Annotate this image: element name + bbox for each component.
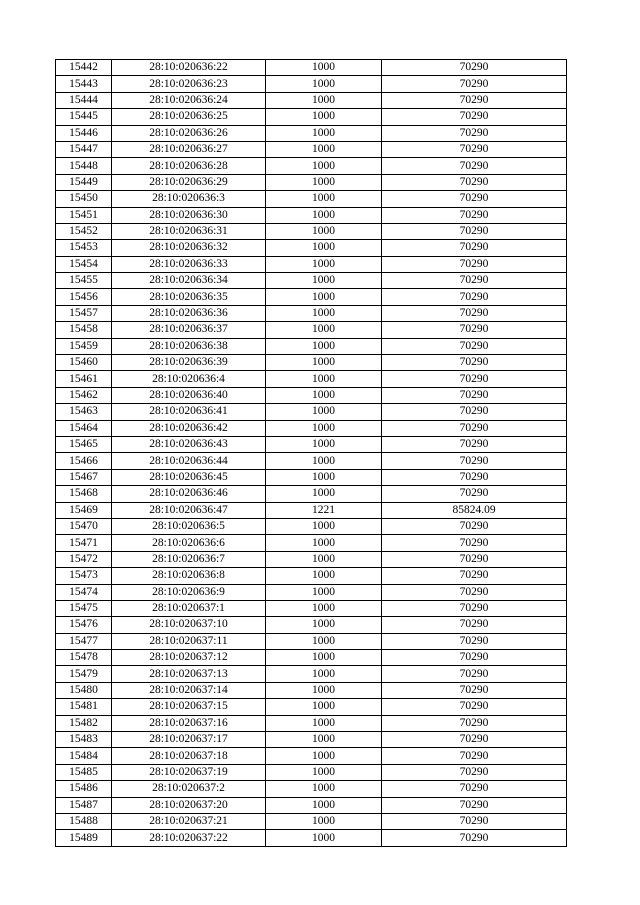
value-cell: 70290 bbox=[382, 92, 567, 108]
table-row bbox=[56, 748, 567, 764]
area-cell: 1000 bbox=[266, 355, 382, 371]
cadastral-number-cell: 28:10:020637:22 bbox=[112, 830, 266, 846]
row-number-cell: 15475 bbox=[56, 600, 112, 616]
table-row bbox=[56, 633, 567, 649]
area-cell: 1000 bbox=[266, 486, 382, 502]
area-cell: 1000 bbox=[266, 240, 382, 256]
cadastral-number-cell: 28:10:020636:23 bbox=[112, 76, 266, 92]
cadastral-number-cell: 28:10:020636:31 bbox=[112, 223, 266, 239]
area-cell: 1000 bbox=[266, 289, 382, 305]
value-cell: 70290 bbox=[382, 781, 567, 797]
cadastral-number-cell: 28:10:020636:22 bbox=[112, 60, 266, 76]
area-cell: 1000 bbox=[266, 732, 382, 748]
area-cell: 1000 bbox=[266, 109, 382, 125]
cadastral-number-cell: 28:10:020637:14 bbox=[112, 682, 266, 698]
cadastral-number-cell: 28:10:020636:8 bbox=[112, 568, 266, 584]
area-cell: 1000 bbox=[266, 830, 382, 846]
value-cell: 70290 bbox=[382, 338, 567, 354]
cadastral-number-cell: 28:10:020637:18 bbox=[112, 748, 266, 764]
cadastral-number-cell: 28:10:020637:10 bbox=[112, 617, 266, 633]
table-row bbox=[56, 125, 567, 141]
area-cell: 1000 bbox=[266, 699, 382, 715]
cadastral-number-cell: 28:10:020636:4 bbox=[112, 371, 266, 387]
row-number-cell: 15452 bbox=[56, 223, 112, 239]
value-cell: 70290 bbox=[382, 141, 567, 157]
value-cell: 70290 bbox=[382, 273, 567, 289]
table-row bbox=[56, 404, 567, 420]
row-number-cell: 15474 bbox=[56, 584, 112, 600]
value-cell: 70290 bbox=[382, 633, 567, 649]
table-row bbox=[56, 387, 567, 403]
area-cell: 1221 bbox=[266, 502, 382, 518]
row-number-cell: 15453 bbox=[56, 240, 112, 256]
table-row bbox=[56, 60, 567, 76]
table-row bbox=[56, 486, 567, 502]
cadastral-number-cell: 28:10:020636:40 bbox=[112, 387, 266, 403]
value-cell: 70290 bbox=[382, 535, 567, 551]
cadastral-number-cell: 28:10:020637:15 bbox=[112, 699, 266, 715]
value-cell: 70290 bbox=[382, 469, 567, 485]
area-cell: 1000 bbox=[266, 469, 382, 485]
cadastral-number-cell: 28:10:020637:16 bbox=[112, 715, 266, 731]
area-cell: 1000 bbox=[266, 60, 382, 76]
cadastral-number-cell: 28:10:020636:7 bbox=[112, 551, 266, 567]
value-cell: 70290 bbox=[382, 289, 567, 305]
row-number-cell: 15483 bbox=[56, 732, 112, 748]
cadastral-number-cell: 28:10:020636:39 bbox=[112, 355, 266, 371]
value-cell: 70290 bbox=[382, 568, 567, 584]
row-number-cell: 15467 bbox=[56, 469, 112, 485]
value-cell: 70290 bbox=[382, 813, 567, 829]
row-number-cell: 15469 bbox=[56, 502, 112, 518]
table-row bbox=[56, 469, 567, 485]
area-cell: 1000 bbox=[266, 797, 382, 813]
row-number-cell: 15464 bbox=[56, 420, 112, 436]
cadastral-number-cell: 28:10:020637:11 bbox=[112, 633, 266, 649]
table-row bbox=[56, 141, 567, 157]
area-cell: 1000 bbox=[266, 781, 382, 797]
row-number-cell: 15446 bbox=[56, 125, 112, 141]
table-row bbox=[56, 207, 567, 223]
area-cell: 1000 bbox=[266, 682, 382, 698]
row-number-cell: 15456 bbox=[56, 289, 112, 305]
table-row bbox=[56, 289, 567, 305]
table-row bbox=[56, 305, 567, 321]
area-cell: 1000 bbox=[266, 256, 382, 272]
cadastral-number-cell: 28:10:020636:28 bbox=[112, 158, 266, 174]
cadastral-number-cell: 28:10:020636:42 bbox=[112, 420, 266, 436]
row-number-cell: 15487 bbox=[56, 797, 112, 813]
value-cell: 70290 bbox=[382, 240, 567, 256]
row-number-cell: 15449 bbox=[56, 174, 112, 190]
cadastral-number-cell: 28:10:020636:5 bbox=[112, 518, 266, 534]
cadastral-number-cell: 28:10:020636:29 bbox=[112, 174, 266, 190]
area-cell: 1000 bbox=[266, 92, 382, 108]
row-number-cell: 15462 bbox=[56, 387, 112, 403]
row-number-cell: 15457 bbox=[56, 305, 112, 321]
value-cell: 70290 bbox=[382, 256, 567, 272]
row-number-cell: 15459 bbox=[56, 338, 112, 354]
table-row bbox=[56, 338, 567, 354]
cadastral-number-cell: 28:10:020636:3 bbox=[112, 191, 266, 207]
row-number-cell: 15463 bbox=[56, 404, 112, 420]
cadastral-number-cell: 28:10:020637:1 bbox=[112, 600, 266, 616]
value-cell: 70290 bbox=[382, 650, 567, 666]
value-cell: 70290 bbox=[382, 797, 567, 813]
row-number-cell: 15476 bbox=[56, 617, 112, 633]
cadastral-number-cell: 28:10:020637:17 bbox=[112, 732, 266, 748]
area-cell: 1000 bbox=[266, 174, 382, 190]
area-cell: 1000 bbox=[266, 633, 382, 649]
value-cell: 70290 bbox=[382, 732, 567, 748]
value-cell: 70290 bbox=[382, 322, 567, 338]
value-cell: 70290 bbox=[382, 453, 567, 469]
cadastral-number-cell: 28:10:020636:30 bbox=[112, 207, 266, 223]
value-cell: 70290 bbox=[382, 404, 567, 420]
value-cell: 70290 bbox=[382, 158, 567, 174]
area-cell: 1000 bbox=[266, 584, 382, 600]
row-number-cell: 15482 bbox=[56, 715, 112, 731]
cadastral-number-cell: 28:10:020636:25 bbox=[112, 109, 266, 125]
row-number-cell: 15485 bbox=[56, 764, 112, 780]
cadastral-number-cell: 28:10:020636:46 bbox=[112, 486, 266, 502]
row-number-cell: 15450 bbox=[56, 191, 112, 207]
table-row bbox=[56, 518, 567, 534]
row-number-cell: 15479 bbox=[56, 666, 112, 682]
cadastral-number-cell: 28:10:020637:19 bbox=[112, 764, 266, 780]
row-number-cell: 15481 bbox=[56, 699, 112, 715]
value-cell: 70290 bbox=[382, 223, 567, 239]
area-cell: 1000 bbox=[266, 387, 382, 403]
table-row bbox=[56, 797, 567, 813]
area-cell: 1000 bbox=[266, 535, 382, 551]
table-row bbox=[56, 502, 567, 518]
value-cell: 70290 bbox=[382, 682, 567, 698]
row-number-cell: 15454 bbox=[56, 256, 112, 272]
area-cell: 1000 bbox=[266, 666, 382, 682]
area-cell: 1000 bbox=[266, 404, 382, 420]
value-cell: 70290 bbox=[382, 699, 567, 715]
row-number-cell: 15445 bbox=[56, 109, 112, 125]
cadastral-number-cell: 28:10:020636:9 bbox=[112, 584, 266, 600]
cadastral-number-cell: 28:10:020636:43 bbox=[112, 436, 266, 452]
table-row bbox=[56, 76, 567, 92]
row-number-cell: 15443 bbox=[56, 76, 112, 92]
table-row bbox=[56, 584, 567, 600]
row-number-cell: 15444 bbox=[56, 92, 112, 108]
table-row bbox=[56, 666, 567, 682]
table-row bbox=[56, 273, 567, 289]
row-number-cell: 15478 bbox=[56, 650, 112, 666]
area-cell: 1000 bbox=[266, 207, 382, 223]
cadastral-number-cell: 28:10:020637:12 bbox=[112, 650, 266, 666]
value-cell: 70290 bbox=[382, 617, 567, 633]
cadastral-number-cell: 28:10:020636:27 bbox=[112, 141, 266, 157]
table-row bbox=[56, 453, 567, 469]
row-number-cell: 15442 bbox=[56, 60, 112, 76]
value-cell: 70290 bbox=[382, 191, 567, 207]
cadastral-number-cell: 28:10:020636:24 bbox=[112, 92, 266, 108]
area-cell: 1000 bbox=[266, 551, 382, 567]
area-cell: 1000 bbox=[266, 518, 382, 534]
table-row bbox=[56, 92, 567, 108]
table-row bbox=[56, 568, 567, 584]
table-row bbox=[56, 322, 567, 338]
cadastral-number-cell: 28:10:020636:34 bbox=[112, 273, 266, 289]
row-number-cell: 15460 bbox=[56, 355, 112, 371]
table-row bbox=[56, 256, 567, 272]
row-number-cell: 15470 bbox=[56, 518, 112, 534]
row-number-cell: 15471 bbox=[56, 535, 112, 551]
cadastral-number-cell: 28:10:020637:13 bbox=[112, 666, 266, 682]
value-cell: 70290 bbox=[382, 666, 567, 682]
value-cell: 70290 bbox=[382, 486, 567, 502]
cadastral-number-cell: 28:10:020636:33 bbox=[112, 256, 266, 272]
value-cell: 70290 bbox=[382, 600, 567, 616]
area-cell: 1000 bbox=[266, 223, 382, 239]
cadastral-number-cell: 28:10:020636:47 bbox=[112, 502, 266, 518]
table-row bbox=[56, 371, 567, 387]
value-cell: 70290 bbox=[382, 125, 567, 141]
row-number-cell: 15473 bbox=[56, 568, 112, 584]
row-number-cell: 15488 bbox=[56, 813, 112, 829]
table-row bbox=[56, 355, 567, 371]
table-row bbox=[56, 699, 567, 715]
value-cell: 70290 bbox=[382, 60, 567, 76]
area-cell: 1000 bbox=[266, 568, 382, 584]
cadastral-number-cell: 28:10:020636:36 bbox=[112, 305, 266, 321]
row-number-cell: 15468 bbox=[56, 486, 112, 502]
table-row bbox=[56, 191, 567, 207]
cadastral-number-cell: 28:10:020636:32 bbox=[112, 240, 266, 256]
area-cell: 1000 bbox=[266, 420, 382, 436]
area-cell: 1000 bbox=[266, 191, 382, 207]
row-number-cell: 15447 bbox=[56, 141, 112, 157]
table-row bbox=[56, 240, 567, 256]
table-body bbox=[56, 60, 567, 847]
cadastral-number-cell: 28:10:020636:38 bbox=[112, 338, 266, 354]
area-cell: 1000 bbox=[266, 650, 382, 666]
area-cell: 1000 bbox=[266, 125, 382, 141]
table-row bbox=[56, 551, 567, 567]
value-cell: 70290 bbox=[382, 371, 567, 387]
table-row bbox=[56, 436, 567, 452]
value-cell: 70290 bbox=[382, 715, 567, 731]
value-cell: 70290 bbox=[382, 518, 567, 534]
row-number-cell: 15461 bbox=[56, 371, 112, 387]
value-cell: 70290 bbox=[382, 207, 567, 223]
value-cell: 70290 bbox=[382, 420, 567, 436]
table-row bbox=[56, 813, 567, 829]
cadastral-number-cell: 28:10:020636:44 bbox=[112, 453, 266, 469]
row-number-cell: 15465 bbox=[56, 436, 112, 452]
cadastral-number-cell: 28:10:020636:26 bbox=[112, 125, 266, 141]
value-cell: 70290 bbox=[382, 748, 567, 764]
value-cell: 70290 bbox=[382, 387, 567, 403]
value-cell: 85824.09 bbox=[382, 502, 567, 518]
area-cell: 1000 bbox=[266, 141, 382, 157]
value-cell: 70290 bbox=[382, 174, 567, 190]
table-row bbox=[56, 617, 567, 633]
area-cell: 1000 bbox=[266, 436, 382, 452]
data-table bbox=[55, 59, 567, 847]
row-number-cell: 15477 bbox=[56, 633, 112, 649]
area-cell: 1000 bbox=[266, 617, 382, 633]
area-cell: 1000 bbox=[266, 600, 382, 616]
row-number-cell: 15458 bbox=[56, 322, 112, 338]
table-row bbox=[56, 223, 567, 239]
area-cell: 1000 bbox=[266, 158, 382, 174]
area-cell: 1000 bbox=[266, 748, 382, 764]
table-row bbox=[56, 781, 567, 797]
cadastral-number-cell: 28:10:020636:45 bbox=[112, 469, 266, 485]
area-cell: 1000 bbox=[266, 764, 382, 780]
table-row bbox=[56, 764, 567, 780]
row-number-cell: 15480 bbox=[56, 682, 112, 698]
table-row bbox=[56, 715, 567, 731]
table-row bbox=[56, 830, 567, 846]
cadastral-number-cell: 28:10:020637:20 bbox=[112, 797, 266, 813]
cadastral-number-cell: 28:10:020637:21 bbox=[112, 813, 266, 829]
area-cell: 1000 bbox=[266, 813, 382, 829]
row-number-cell: 15484 bbox=[56, 748, 112, 764]
row-number-cell: 15451 bbox=[56, 207, 112, 223]
area-cell: 1000 bbox=[266, 322, 382, 338]
cadastral-number-cell: 28:10:020636:35 bbox=[112, 289, 266, 305]
area-cell: 1000 bbox=[266, 338, 382, 354]
cadastral-number-cell: 28:10:020636:41 bbox=[112, 404, 266, 420]
row-number-cell: 15489 bbox=[56, 830, 112, 846]
value-cell: 70290 bbox=[382, 584, 567, 600]
cadastral-number-cell: 28:10:020636:6 bbox=[112, 535, 266, 551]
value-cell: 70290 bbox=[382, 436, 567, 452]
cadastral-number-cell: 28:10:020636:37 bbox=[112, 322, 266, 338]
value-cell: 70290 bbox=[382, 305, 567, 321]
value-cell: 70290 bbox=[382, 764, 567, 780]
value-cell: 70290 bbox=[382, 109, 567, 125]
row-number-cell: 15455 bbox=[56, 273, 112, 289]
table-row bbox=[56, 600, 567, 616]
table-row bbox=[56, 158, 567, 174]
table-row bbox=[56, 650, 567, 666]
area-cell: 1000 bbox=[266, 76, 382, 92]
row-number-cell: 15472 bbox=[56, 551, 112, 567]
table-row bbox=[56, 732, 567, 748]
area-cell: 1000 bbox=[266, 273, 382, 289]
value-cell: 70290 bbox=[382, 355, 567, 371]
row-number-cell: 15466 bbox=[56, 453, 112, 469]
row-number-cell: 15486 bbox=[56, 781, 112, 797]
table-row bbox=[56, 420, 567, 436]
value-cell: 70290 bbox=[382, 76, 567, 92]
table-row bbox=[56, 174, 567, 190]
area-cell: 1000 bbox=[266, 305, 382, 321]
value-cell: 70290 bbox=[382, 551, 567, 567]
value-cell: 70290 bbox=[382, 830, 567, 846]
table-row bbox=[56, 682, 567, 698]
area-cell: 1000 bbox=[266, 453, 382, 469]
area-cell: 1000 bbox=[266, 715, 382, 731]
table-row bbox=[56, 535, 567, 551]
row-number-cell: 15448 bbox=[56, 158, 112, 174]
cadastral-number-cell: 28:10:020637:2 bbox=[112, 781, 266, 797]
table-row bbox=[56, 109, 567, 125]
area-cell: 1000 bbox=[266, 371, 382, 387]
